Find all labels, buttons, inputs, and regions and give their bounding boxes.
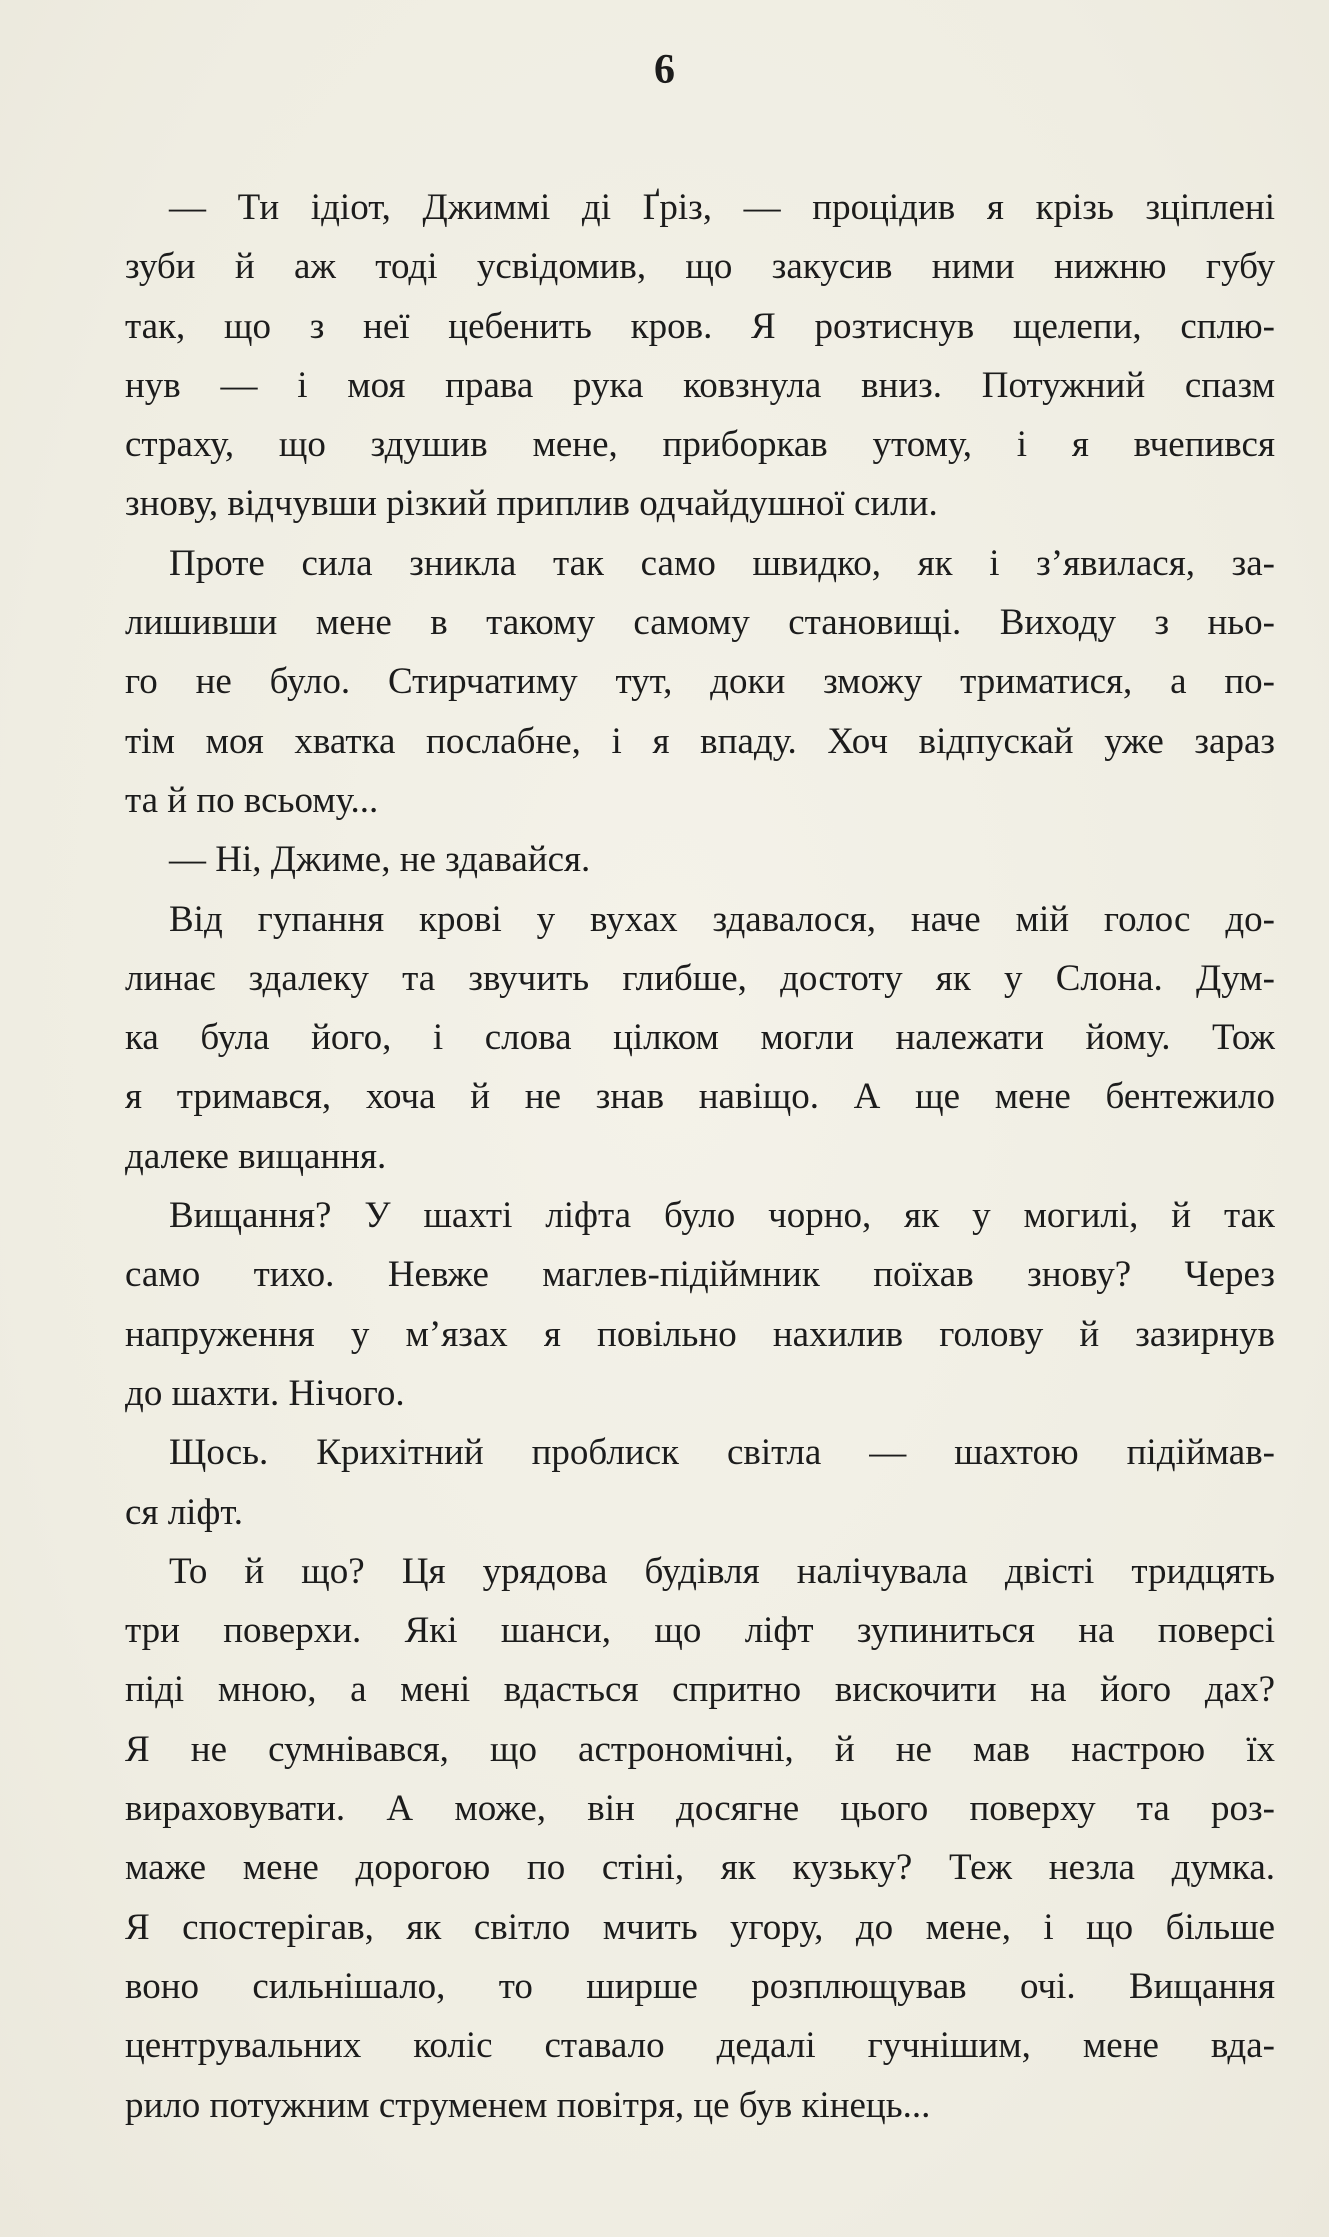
text-line: — Ти ідіот, Джиммі ді Ґріз, — процідив я крізь зціплені — [169, 187, 1275, 228]
text-line: три поверхи. Які шанси, що ліфт зупиниться на поверсі — [125, 1610, 1275, 1652]
text-line: тім моя хватка послабне, і я впаду. Хоч відпускай уже зараз — [125, 720, 1275, 762]
text-line: ся ліфт. — [125, 1491, 244, 1533]
text-line: ка була його, і слова цілком могли належати йому. Тож — [125, 1017, 1275, 1059]
text-line: го не було. Стирчатиму тут, доки зможу триматися, а по- — [125, 661, 1275, 703]
text-line: линає здалеку та звучить глибше, достоту як у Слона. Дум- — [125, 957, 1275, 999]
text-line: рило потужним струменем повітря, це був кінець... — [125, 2084, 931, 2126]
text-line: так, що з неї цебенить кров. Я розтиснув щелепи, сплю- — [125, 305, 1275, 347]
text-line: далеке вищання. — [125, 1135, 387, 1177]
text-line: страху, що здушив мене, приборкав утому, і я вчепився — [125, 424, 1275, 466]
text-line: нув — і моя права рука ковзнула вниз. Потужний спазм — [125, 364, 1275, 406]
text-line: маже мене дорогою по стіні, як кузьку? Теж незла думка. — [125, 1847, 1275, 1889]
text-line: центрувальних коліс ставало дедалі гучнішим, мене вда- — [125, 2025, 1275, 2067]
text-line: — Ні, Джиме, не здавайся. — [169, 839, 591, 881]
text-line: напруження у м’язах я повільно нахилив голову й зазирнув — [125, 1313, 1275, 1355]
text-line: Щось. Крихітний проблиск світла — шахтою підіймав- — [169, 1432, 1275, 1474]
text-line: вираховувати. А може, він досягне цього поверху та роз- — [125, 1788, 1275, 1830]
page-number: 6 — [654, 47, 675, 93]
text-line: лишивши мене в такому самому становищі. Виходу з ньо- — [125, 602, 1275, 644]
text-line: та й по всьому... — [125, 779, 379, 821]
text-line: Вищання? У шахті ліфта було чорно, як у могилі, й так — [169, 1195, 1275, 1237]
text-line: Від гупання крові у вухах здавалося, наче мій голос до- — [169, 898, 1275, 940]
text-line: зуби й аж тоді усвідомив, що закусив ними нижню губу — [125, 246, 1275, 288]
text-line: Я не сумнівався, що астрономічні, й не мав настрою їх — [125, 1728, 1275, 1770]
text-line: само тихо. Невже маглев-підіймник поїхав знову? Через — [125, 1254, 1275, 1296]
body-text — [125, 178, 1275, 2135]
text-line: Проте сила зникла так само швидко, як і з’явилася, за- — [169, 542, 1275, 584]
text-line: до шахти. Нічого. — [125, 1372, 405, 1414]
text-line: піді мною, а мені вдасться спритно вискочити на його дах? — [125, 1669, 1275, 1711]
text-line: То й що? Ця урядова будівля налічувала двісті тридцять — [169, 1550, 1275, 1592]
text-line: Я спостерігав, як світло мчить угору, до мене, і що більше — [125, 1906, 1275, 1948]
text-line: воно сильнішало, то ширше розплющував очі. Вищання — [125, 1965, 1275, 2007]
text-line: я тримався, хоча й не знав навіщо. А ще мене бентежило — [125, 1076, 1275, 1118]
text-line: знову, відчувши різкий приплив одчайдушної сили. — [125, 483, 938, 525]
